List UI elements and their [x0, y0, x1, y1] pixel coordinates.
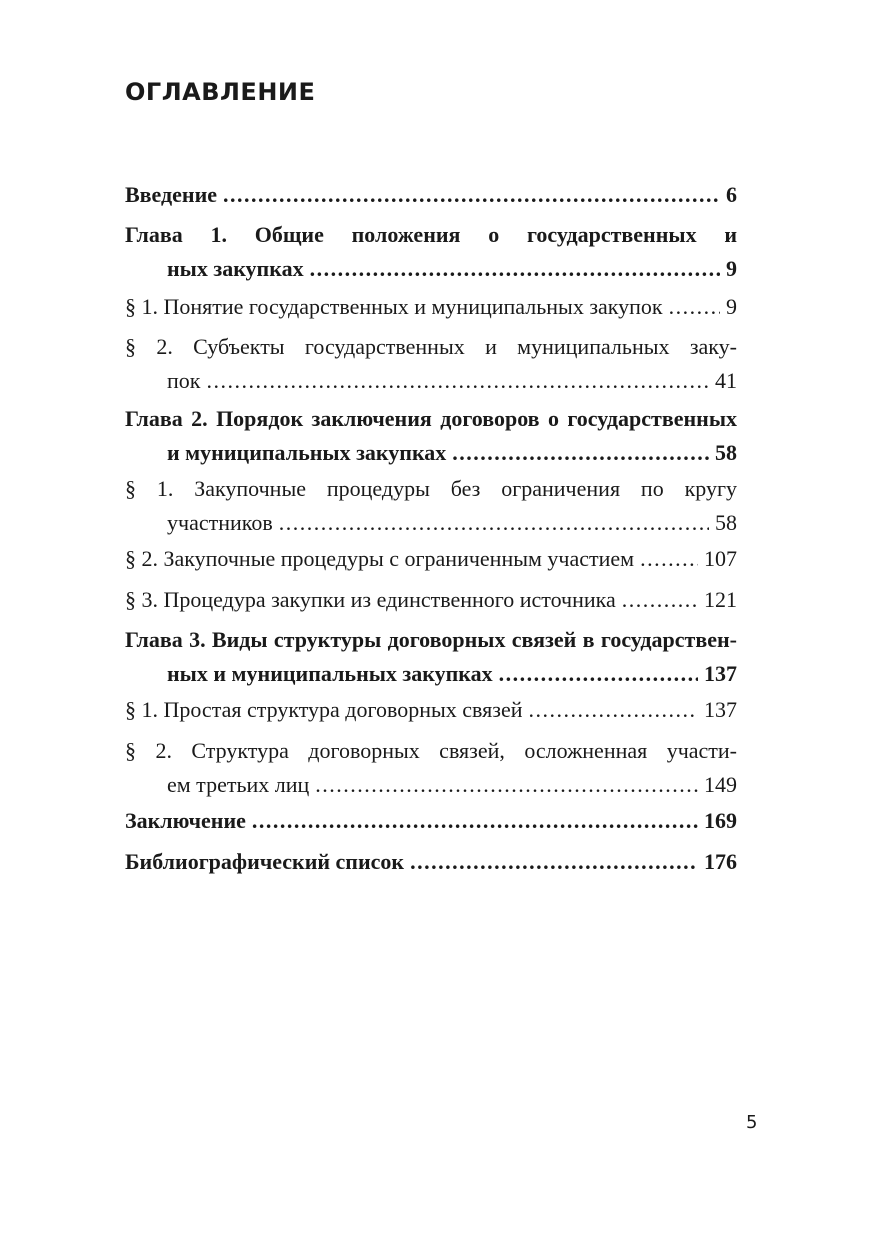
toc-page-number: 41	[715, 368, 737, 393]
toc-page-number: 58	[715, 510, 737, 535]
toc-page-number: 9	[726, 256, 737, 281]
toc-leader-dots	[310, 254, 720, 284]
toc-page-number: 6	[726, 182, 737, 207]
toc-entry-title: § 2. Структура договорных связей, осложненная участи-	[125, 738, 737, 763]
toc-entry-title-continued: ных закупках	[167, 256, 304, 281]
toc-entry-title: § 2. Субъекты государственных и муниципальных заку-	[125, 334, 737, 359]
toc-entry-title: Глава 3. Виды структуры договорных связей в государствен-	[125, 627, 737, 652]
toc-entry-title: § 1. Простая структура договорных связей	[125, 697, 523, 722]
toc-entry-title: Глава 1. Общие положения о государственных и	[125, 222, 737, 247]
toc-page-number: 107	[704, 546, 737, 571]
toc-entry-title: § 2. Закупочные процедуры с ограниченным участием	[125, 546, 635, 571]
toc-leader-dots	[223, 180, 720, 210]
toc-entry-title-continued: участников	[167, 510, 273, 535]
toc-page-number: 9	[726, 294, 737, 319]
toc-leader-dots	[206, 366, 709, 396]
toc-leader-dots	[499, 659, 698, 689]
toc-entry-title-continued: ных и муниципальных закупках	[167, 661, 493, 686]
toc-page-number: 58	[715, 440, 737, 465]
toc-leader-dots	[669, 292, 720, 322]
toc-leader-dots	[279, 508, 709, 538]
toc-entry-title: § 1. Закупочные процедуры без ограничения по кругу	[125, 476, 737, 501]
toc-leader-dots	[640, 544, 698, 574]
toc-leader-dots	[622, 585, 698, 615]
toc-entry-title: Глава 2. Порядок заключения договоров о государственных	[125, 406, 737, 431]
toc-entry-title: Библиографический список	[125, 849, 405, 874]
toc-leader-dots	[252, 806, 698, 836]
toc-entry-title-continued: и муниципальных закупках	[167, 440, 447, 465]
toc-leader-dots	[410, 847, 698, 877]
page-number: 5	[746, 1112, 758, 1133]
toc-entry-title-continued: ем третьих лиц	[167, 772, 310, 797]
toc-page-number: 137	[704, 697, 737, 722]
toc-leader-dots	[452, 438, 709, 468]
toc-entry-title: Введение	[125, 182, 218, 207]
toc-page-number: 121	[704, 587, 737, 612]
page-title: ОГЛАВЛЕНИЕ	[125, 78, 316, 106]
toc-leader-dots	[315, 770, 698, 800]
toc-entry-title: § 3. Процедура закупки из единственного источника	[125, 587, 616, 612]
toc-leader-dots	[528, 695, 698, 725]
toc-page-number: 169	[704, 808, 737, 833]
toc-page-number: 137	[704, 661, 737, 686]
toc-page-number: 176	[704, 849, 737, 874]
toc-page-number: 149	[704, 772, 737, 797]
toc-entry-title: Заключение	[125, 808, 246, 833]
toc-entry-title-continued: пок	[167, 368, 201, 393]
toc-entry-title: § 1. Понятие государственных и муниципальных закупок	[125, 294, 663, 319]
